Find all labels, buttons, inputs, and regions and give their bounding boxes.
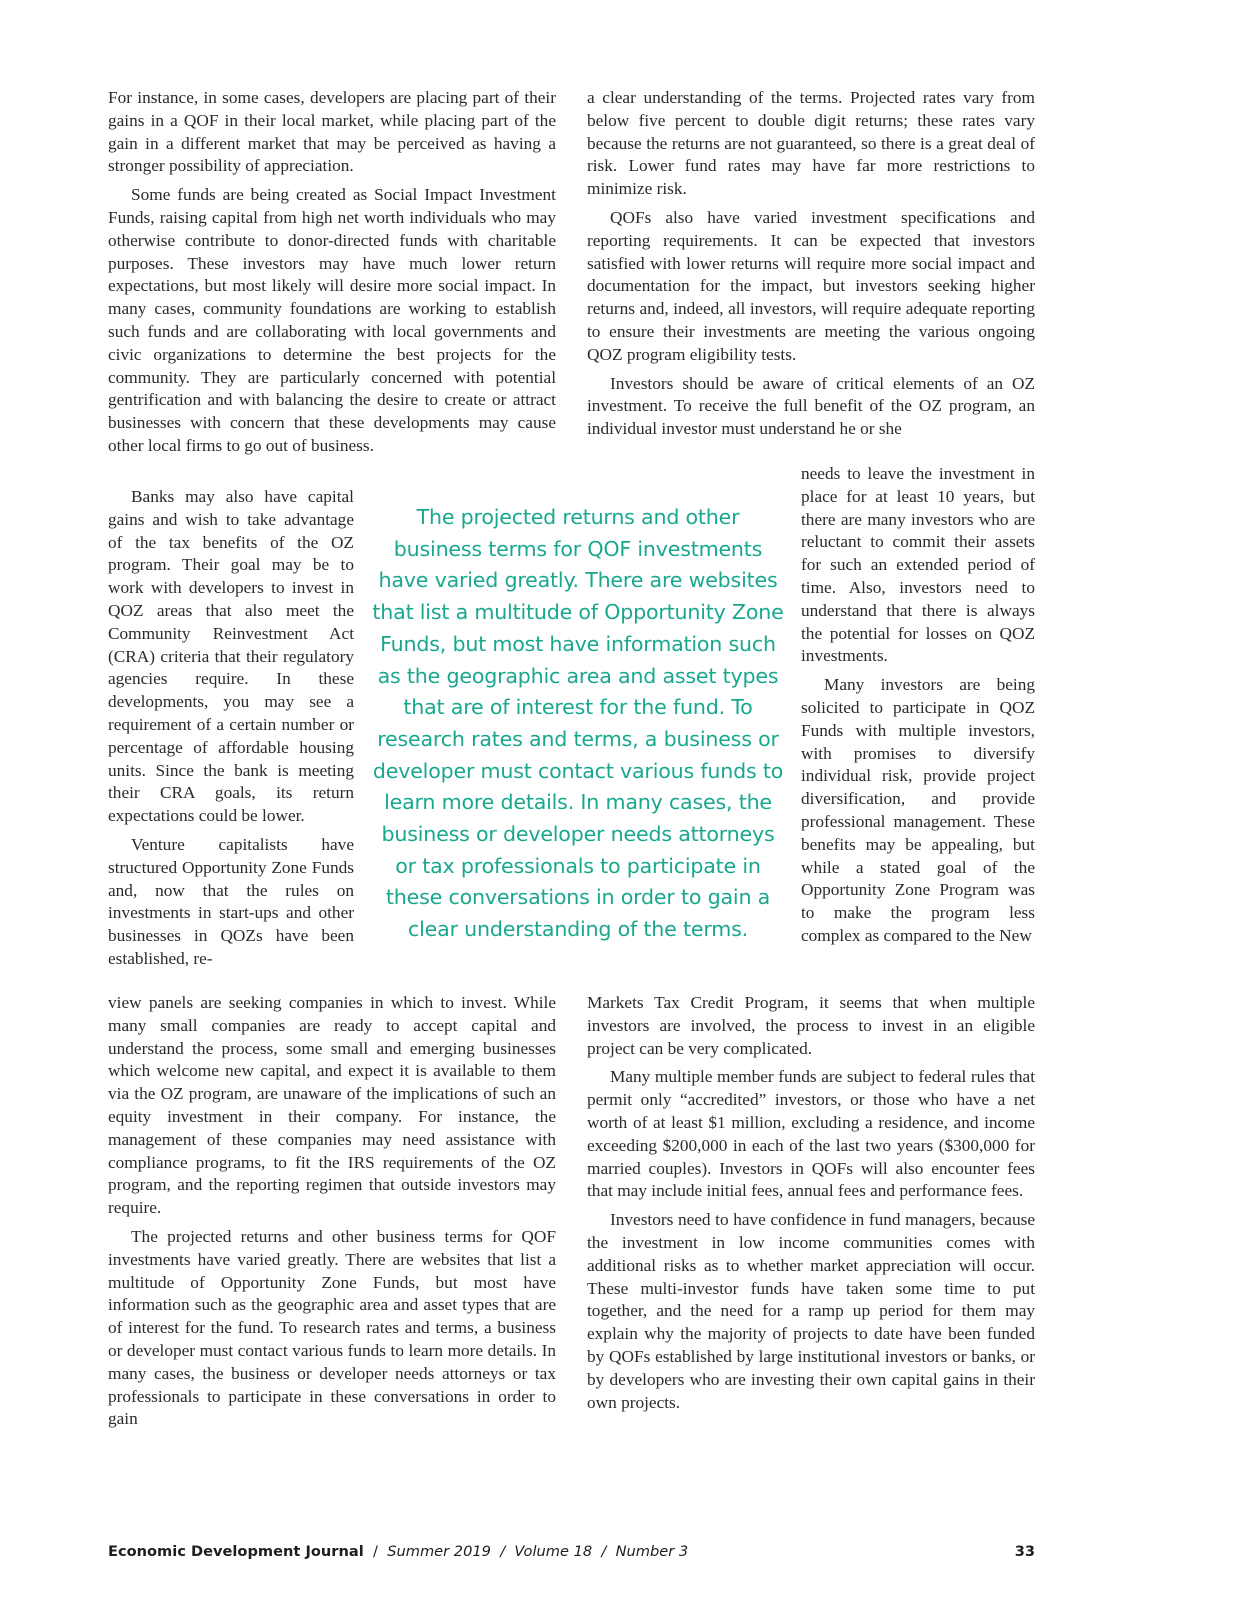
paragraph: a clear understanding of the terms. Projected rates vary from below five percent to double digit returns; these rates vary because the returns are not guaranteed, so there is a great deal of risk. Lower fund rates may have far more restrictions to minimize risk. [587, 88, 1035, 199]
paragraph: Investors should be aware of critical elements of an OZ investment. To receive the full benefit of the OZ program, an individual investor must understand he or she [587, 373, 1035, 439]
left-column-bottom [108, 992, 556, 1437]
left-column-top [108, 87, 556, 464]
paragraph: Markets Tax Credit Program, it seems that when multiple investors are involved, the process to invest in an eligible project can be very complicated. [587, 993, 1035, 1058]
paragraph: Some funds are being created as Social Impact Investment Funds, raising capital from high net worth individuals who may otherwise contribute to donor-directed funds with charitable purposes. These investors may have much lower return expectations, but most likely will desire more social impact. In many cases, community foundations are working to establish such funds and are collaborating with local governments and civic organizations to determine the best projects for the community. They are particularly concerned with potential gentrification and with balancing the desire to create or attract businesses with concern that these developments may cause other local firms to go out of business. [108, 185, 556, 455]
page-footer [108, 1543, 1035, 1560]
right-column-wrap [801, 463, 1035, 954]
paragraph: QOFs also have varied investment specifications and reporting requirements. It can be expected that investors satisfied with lower returns will require more social impact and documentation for the impact, but investors seeking higher returns and, indeed, all investors, will require adequate reporting to ensure their investments are meeting the various ongoing QOZ program eligibility tests. [587, 207, 1035, 364]
paragraph: needs to leave the investment in place for at least 10 years, but there are many investors who are reluctant to commit their assets for such an extended period of time. Also, investors need to understand that there is always the potential for losses on QOZ investments. [801, 464, 1035, 666]
paragraph: Many multiple member funds are subject to federal rules that permit only “accredited” investors, or those who have a net worth of at least $1 million, excluding a residence, and income exceeding $200,000 in each of the last two years ($300,000 for married couples). Investors in QOFs will also encounter fees that may include initial fees, annual fees and performance fees. [587, 1067, 1035, 1201]
issue-info: Summer 2019 / Volume 18 / Number 3 [387, 1543, 689, 1560]
pull-quote: The projected returns and other business terms for QOF investments have varied greatly. There are websites that list a multitude of Opportunity Zone Funds, but most have information such as the geographic area and asset types that are of interest for the fund. To research rates and terms, a business or developer must contact various funds to learn more details. In many cases, the business or developer needs attorneys or tax professionals to participate in these conversations in order to gain a clear understanding of the terms. [372, 505, 784, 942]
paragraph: For instance, in some cases, developers are placing part of their gains in a QOF in their local market, while placing part of the gain in a different market that may be perceived as having a stronger possibility of appreciation. [108, 88, 556, 176]
paragraph: Investors need to have confidence in fund managers, because the investment in low income communities comes with additional risks as to whether market appreciation will occur. These multi-investor funds have taken some time to put together, and the need for a ramp up period for them may explain why the majority of projects to date have been funded by QOFs established by large institutional investors or banks, or by developers who are investing their own capital gains in their own projects. [587, 1210, 1035, 1412]
left-column-wrap [108, 486, 354, 977]
right-column-top [587, 87, 1035, 447]
page-number: 33 [1014, 1543, 1035, 1560]
paragraph: Venture capitalists have structured Opportunity Zone Funds and, now that the rules on investments in start-ups and other businesses in QOZs have been established, re- [108, 834, 354, 968]
paragraph: Banks may also have capital gains and wish to take advantage of the tax benefits of the OZ program. Their goal may be to work with developers to invest in QOZ areas that also meet the Community Reinvestment Act (CRA) criteria that their regulatory agencies require. In these developments, you may see a requirement of a certain number or percentage of affordable housing units. Since the bank is meeting their CRA goals, its return expectations could be lower. [108, 487, 354, 826]
footer-separator: / [363, 1543, 388, 1560]
paragraph: The projected returns and other business terms for QOF investments have varied greatly. There are websites that list a multitude of Opportunity Zone Funds, but most have information such as the geographic area and asset types that are of interest for the fund. To research rates and terms, a business or developer must contact various funds to learn more details. In many cases, the business or developer needs attorneys or tax professionals to participate in these conversations in order to gain [108, 1226, 556, 1429]
paragraph: Many investors are being solicited to participate in QOZ Funds with multiple investors, with promises to diversify individual risk, provide project diversification, and provide professional management. These benefits may be appealing, but while a stated goal of the Opportunity Zone Program was to make the program less complex as compared to the New [801, 675, 1035, 945]
right-column-bottom [587, 992, 1035, 1420]
paragraph: view panels are seeking companies in which to invest. While many small companies are ready to accept capital and understand the process, some small and emerging businesses which welcome new capital, and expect it is available to them via the OZ program, are unaware of the implications of such an equity investment in their company. For instance, the management of these companies may need assistance with compliance programs, to fit the IRS requirements of the OZ program, and the reporting regimen that outside investors may require. [108, 993, 556, 1218]
journal-name: Economic Development Journal [108, 1543, 364, 1560]
